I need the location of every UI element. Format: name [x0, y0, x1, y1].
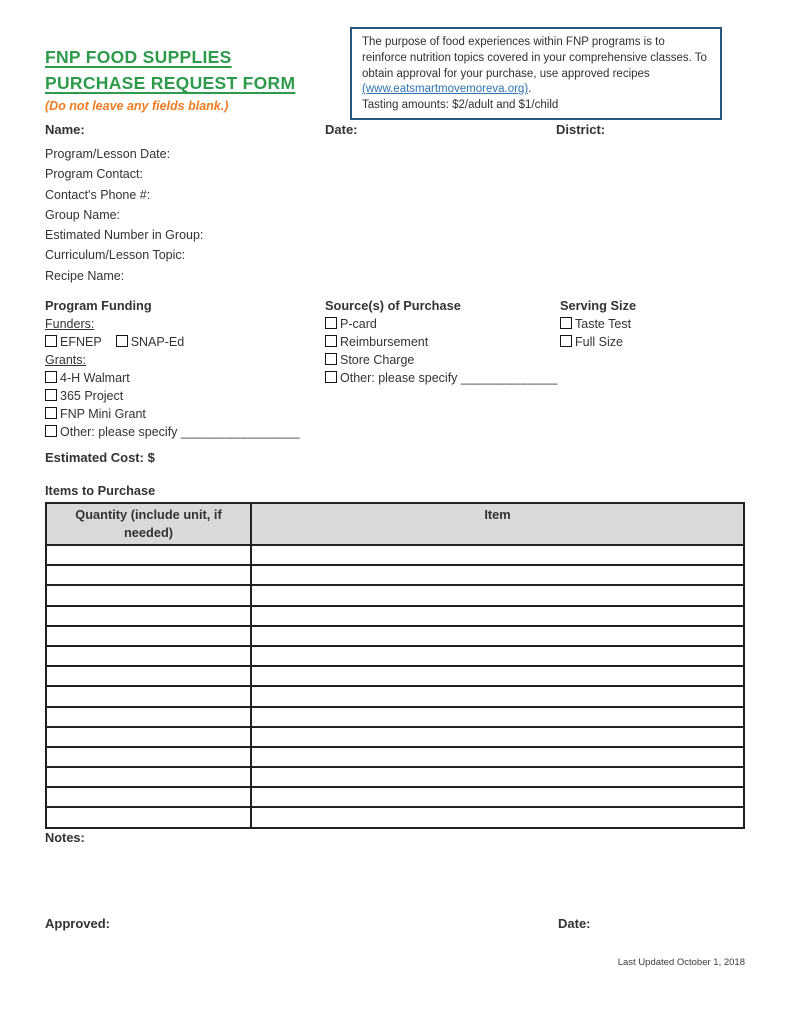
checkbox[interactable] [560, 335, 572, 347]
table-cell [251, 767, 744, 787]
table-cell [251, 606, 744, 626]
table-row [46, 807, 744, 827]
field-list [45, 144, 445, 286]
checkbox-option [560, 333, 745, 351]
source-options [325, 315, 560, 369]
items-heading: Items to Purchase [45, 483, 156, 498]
serving-size-section [560, 296, 745, 441]
table-cell [46, 787, 251, 807]
program-funding-heading: Program Funding [45, 298, 152, 313]
table-cell [46, 585, 251, 605]
table-cell [251, 666, 744, 686]
table-cell [46, 565, 251, 585]
date-label: Date: [325, 122, 358, 137]
checkbox-label: Store Charge [340, 353, 415, 367]
checkbox-label: 4-H Walmart [60, 371, 130, 385]
table-row [46, 606, 744, 626]
checkbox[interactable] [45, 389, 57, 401]
info-box [350, 27, 722, 120]
table-row [46, 767, 744, 787]
checkbox-option [45, 387, 325, 405]
approval-row [45, 916, 745, 936]
table-row [46, 666, 744, 686]
grants-label: Grants: [45, 353, 86, 367]
checkbox[interactable] [45, 335, 57, 347]
checkbox-option-other-source [325, 369, 560, 387]
table-cell [251, 545, 744, 565]
table-cell [251, 707, 744, 727]
table-row [46, 585, 744, 605]
checkbox[interactable] [325, 371, 337, 383]
serving-size-options [560, 315, 745, 351]
checkbox-label: Other: please specify [340, 371, 461, 385]
doc-title-line1: FNP FOOD SUPPLIES [45, 47, 232, 67]
checkbox-option [116, 333, 185, 351]
checkbox[interactable] [116, 335, 128, 347]
field-label: Contact's Phone #: [45, 187, 151, 202]
table-row [46, 707, 744, 727]
quantity-column-header: Quantity (include unit, if needed) [46, 503, 251, 545]
checkbox-label: P-card [340, 317, 377, 331]
table-cell [46, 767, 251, 787]
district-label: District: [556, 122, 606, 137]
table-cell [46, 807, 251, 827]
table-cell [251, 727, 744, 747]
checkbox-label: SNAP-Ed [130, 335, 185, 349]
doc-title-line2: PURCHASE REQUEST FORM [45, 73, 296, 93]
checkbox[interactable] [325, 317, 337, 329]
checkbox-label: Full Size [575, 335, 623, 349]
field-label: Program Contact: [45, 167, 143, 182]
table-cell [46, 606, 251, 626]
checkbox[interactable] [45, 371, 57, 383]
checkbox-option [325, 351, 560, 369]
funders-label: Funders: [45, 317, 95, 331]
table-row [46, 626, 744, 646]
info-box-text: The purpose of food experiences within FNP programs is to reinforce nutrition topics covered in your comprehensive classes. To obtain approval for your purchase, use approved recipes [362, 36, 707, 80]
blank-line: _____________ [460, 371, 558, 385]
recipes-link[interactable]: (www.eatsmartmovemoreva.org) [362, 83, 529, 96]
blank-line: ________________ [180, 425, 301, 439]
doc-subtitle: (Do not leave any fields blank.) [45, 99, 229, 113]
table-cell [251, 747, 744, 767]
approval-date-label: Date: [558, 916, 591, 931]
checkbox[interactable] [45, 425, 57, 437]
table-row [46, 646, 744, 666]
checkbox-label: 365 Project [60, 389, 124, 403]
table-row [46, 727, 744, 747]
source-of-purchase-heading: Source(s) of Purchase [325, 298, 461, 313]
field-label: Group Name: [45, 207, 121, 222]
table-cell [46, 626, 251, 646]
checkbox-label: Taste Test [575, 317, 632, 331]
source-of-purchase-section [325, 296, 560, 441]
table-cell [251, 565, 744, 585]
checkbox[interactable] [325, 353, 337, 365]
table-cell [46, 646, 251, 666]
table-cell [251, 646, 744, 666]
checkbox-label: Reimbursement [340, 335, 429, 349]
table-row [46, 686, 744, 706]
item-column-header: Item [251, 503, 744, 545]
table-row [46, 787, 744, 807]
table-cell [46, 747, 251, 767]
table-cell [251, 807, 744, 827]
funders-options [45, 333, 325, 351]
estimated-cost-label: Estimated Cost: $ [45, 450, 155, 465]
checkbox-label: FNP Mini Grant [60, 407, 146, 421]
table-cell [46, 727, 251, 747]
items-table [45, 502, 745, 829]
checkbox-option [45, 333, 102, 351]
approved-label: Approved: [45, 916, 110, 931]
checkbox-label: EFNEP [60, 335, 102, 349]
table-cell [251, 626, 744, 646]
footer-note: Last Updated October 1, 2018 [617, 957, 745, 968]
checkbox[interactable] [325, 335, 337, 347]
table-header-row [46, 503, 744, 545]
table-row [46, 565, 744, 585]
items-table-body [46, 545, 744, 828]
table-cell [46, 686, 251, 706]
table-cell [46, 545, 251, 565]
checkbox-option [325, 333, 560, 351]
checkbox-label: Other: please specify [60, 425, 181, 439]
table-cell [251, 585, 744, 605]
table-row [46, 545, 744, 565]
name-label: Name: [45, 122, 85, 137]
table-cell [251, 787, 744, 807]
field-label: Estimated Number in Group: [45, 228, 204, 243]
table-row [46, 747, 744, 767]
grants-options [45, 369, 325, 423]
field-label: Recipe Name: [45, 268, 125, 283]
checkbox-option [45, 369, 325, 387]
doc-title [45, 44, 355, 115]
checkbox-option [45, 405, 325, 423]
checkbox[interactable] [560, 317, 572, 329]
table-cell [251, 686, 744, 706]
checkbox-option [560, 315, 745, 333]
table-cell [46, 666, 251, 686]
meta-row [45, 122, 745, 142]
checkbox-option [325, 315, 560, 333]
info-box-text-after: . [528, 83, 532, 96]
info-box-tasting-line: Tasting amounts: $2/adult and $1/child [362, 99, 559, 112]
table-cell [46, 707, 251, 727]
program-funding-section [45, 296, 325, 441]
field-label: Curriculum/Lesson Topic: [45, 248, 186, 263]
checkbox[interactable] [45, 407, 57, 419]
checkbox-sections [45, 296, 745, 441]
checkbox-option-other-funding [45, 423, 325, 441]
field-label: Program/Lesson Date: [45, 147, 171, 161]
serving-size-heading: Serving Size [560, 298, 637, 313]
notes-label: Notes: [45, 830, 85, 845]
